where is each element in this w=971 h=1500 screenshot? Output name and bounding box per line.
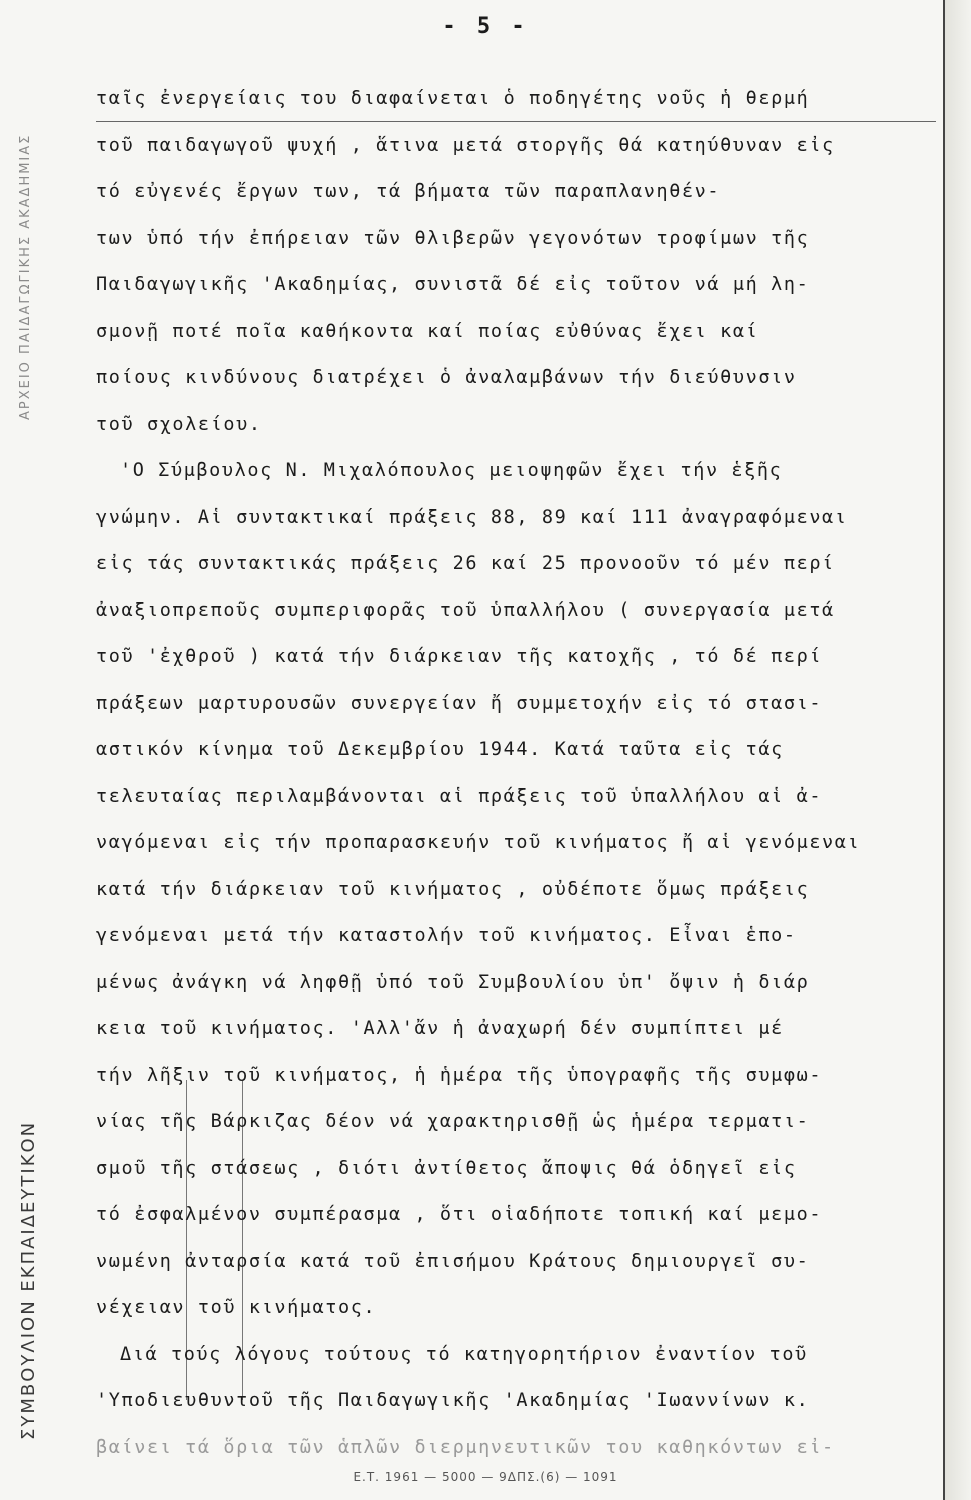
- text-line: τελευταίας περιλαμβάνονται αἱ πράξεις τοῦ ὑπαλλήλου αἱ ἀ-: [96, 785, 823, 807]
- text-line: τό εὐγενές ἔργων των, τά βήματα τῶν παραπλανηθέν-: [96, 181, 721, 202]
- text-line: 'Ο Σύμβουλος Ν. Μιχαλόπουλος μειοψηφῶν ἔχει τήν ἑξῆς: [120, 460, 783, 481]
- text-line: τήν λῆξιν τοῦ κινήματος, ἡ ἡμέρα τῆς ὑπογραφῆς τῆς συμφω-: [96, 1064, 823, 1086]
- text-line: πράξεων μαρτυρουσῶν συνεργείαν ἤ συμμετοχήν εἰς τό στασι-: [96, 692, 823, 714]
- text-line: σμονῇ ποτέ ποῖα καθήκοντα καί ποίας εὐθύνας ἔχει καί: [96, 320, 759, 342]
- text-line: ἀναξιοπρεποῦς συμπεριφορᾶς τοῦ ὑπαλλήλου ( συνεργασία μετά: [96, 599, 835, 621]
- body-text: [96, 76, 936, 1471]
- text-line: εἰς τάς συντακτικάς πράξεις 26 καί 25 προνοοῦν τό μέν περί: [96, 553, 835, 574]
- text-line: τό ἐσφαλμένον συμπέρασμα , ὅτι οἱαδήποτε τοπική καί μεμο-: [96, 1204, 823, 1225]
- text-line: τοῦ παιδαγωγοῦ ψυχή , ἅτινα μετά στοργῆς θά κατηύθυναν εἰς: [96, 134, 835, 156]
- text-line: τοῦ 'ἐχθροῦ ) κατά τήν διάρκειαν τῆς κατοχῆς , τό δέ περί: [96, 646, 823, 667]
- text-line: νέχειαν τοῦ κινήματος.: [96, 1297, 377, 1318]
- text-line: γενόμεναι μετά τήν καταστολήν τοῦ κινήματος. Εἶναι ἑπο-: [96, 925, 797, 946]
- text-line: των ὑπό τήν ἐπήρειαν τῶν θλιβερῶν γεγονότων τροφίμων τῆς: [96, 227, 810, 249]
- text-line: τοῦ σχολείου.: [96, 413, 262, 435]
- text-line: ποίους κινδύνους διατρέχει ὁ ἀναλαμβάνων τήν διεύθυνσιν: [96, 367, 797, 388]
- text-line: γνώμην. Αἱ συντακτικαί πράξεις 88, 89 καί 111 ἀναγραφόμεναι: [96, 506, 848, 528]
- text-line: κεια τοῦ κινήματος. 'Αλλ'ἄν ἡ ἀναχωρή δέν συμπίπτει μέ: [96, 1018, 784, 1039]
- text-line: νωμένη ἀνταρσία κατά τοῦ ἐπισήμου Κράτους δημιουργεῖ συ-: [96, 1250, 810, 1272]
- footer-print: Ε.Τ. 1961 — 5000 — 9ΔΠΣ.(6) — 1091: [353, 1470, 618, 1484]
- text-line: σμοῦ τῆς στάσεως , διότι ἀντίθετος ἄποψις θά ὁδηγεῖ εἰς: [96, 1157, 797, 1179]
- text-line: ταῖς ἐνεργείαις του διαφαίνεται ὁ ποδηγέτης νοῦς ἡ θερμή: [96, 88, 810, 109]
- text-line: 'Υποδιευθυντοῦ τῆς Παιδαγωγικῆς 'Ακαδημίας 'Ιωαννίνων κ.: [96, 1390, 810, 1411]
- margin-stamp-top: ΑΡΧΕΙΟ ΠΑΙΔΑΓΩΓΙΚΗΣ ΑΚΑΔΗΜΙΑΣ: [18, 133, 33, 420]
- text-line: βαίνει τά ὅρια τῶν ἁπλῶν διερμηνευτικῶν του καθηκόντων εἰ-: [96, 1436, 835, 1458]
- margin-stamp-bottom: ΣΥΜΒΟΥΛΙΟΝ ΕΚΠΑΙΔΕΥΤΙΚΟΝ: [18, 1120, 39, 1440]
- page-number: - 5 -: [442, 14, 529, 39]
- text-line: αστικόν κίνημα τοῦ Δεκεμβρίου 1944. Κατά ταῦτα εἰς τάς: [96, 739, 784, 760]
- text-line: ναγόμεναι εἰς τήν προπαρασκευήν τοῦ κινήματος ἤ αἱ γενόμεναι: [96, 832, 861, 853]
- text-line: κατά τήν διάρκειαν τοῦ κινήματος , οὐδέποτε ὅμως πράξεις: [96, 878, 810, 900]
- binding-edge: [943, 0, 971, 1500]
- text-line: Διά τούς λόγους τούτους τό κατηγορητήριον ἐναντίον τοῦ: [120, 1343, 808, 1365]
- text-line: νίας τῆς Βάρκιζας δέον νά χαρακτηρισθῇ ὡς ἡμέρα τερματι-: [96, 1111, 810, 1132]
- text-line: Παιδαγωγικῆς 'Ακαδημίας, συνιστᾶ δέ εἰς τοῦτον νά μή λη-: [96, 274, 810, 295]
- text-line: μένως ἀνάγκη νά ληφθῇ ὑπό τοῦ Συμβουλίου ὑπ' ὄψιν ἡ διάρ: [96, 971, 810, 993]
